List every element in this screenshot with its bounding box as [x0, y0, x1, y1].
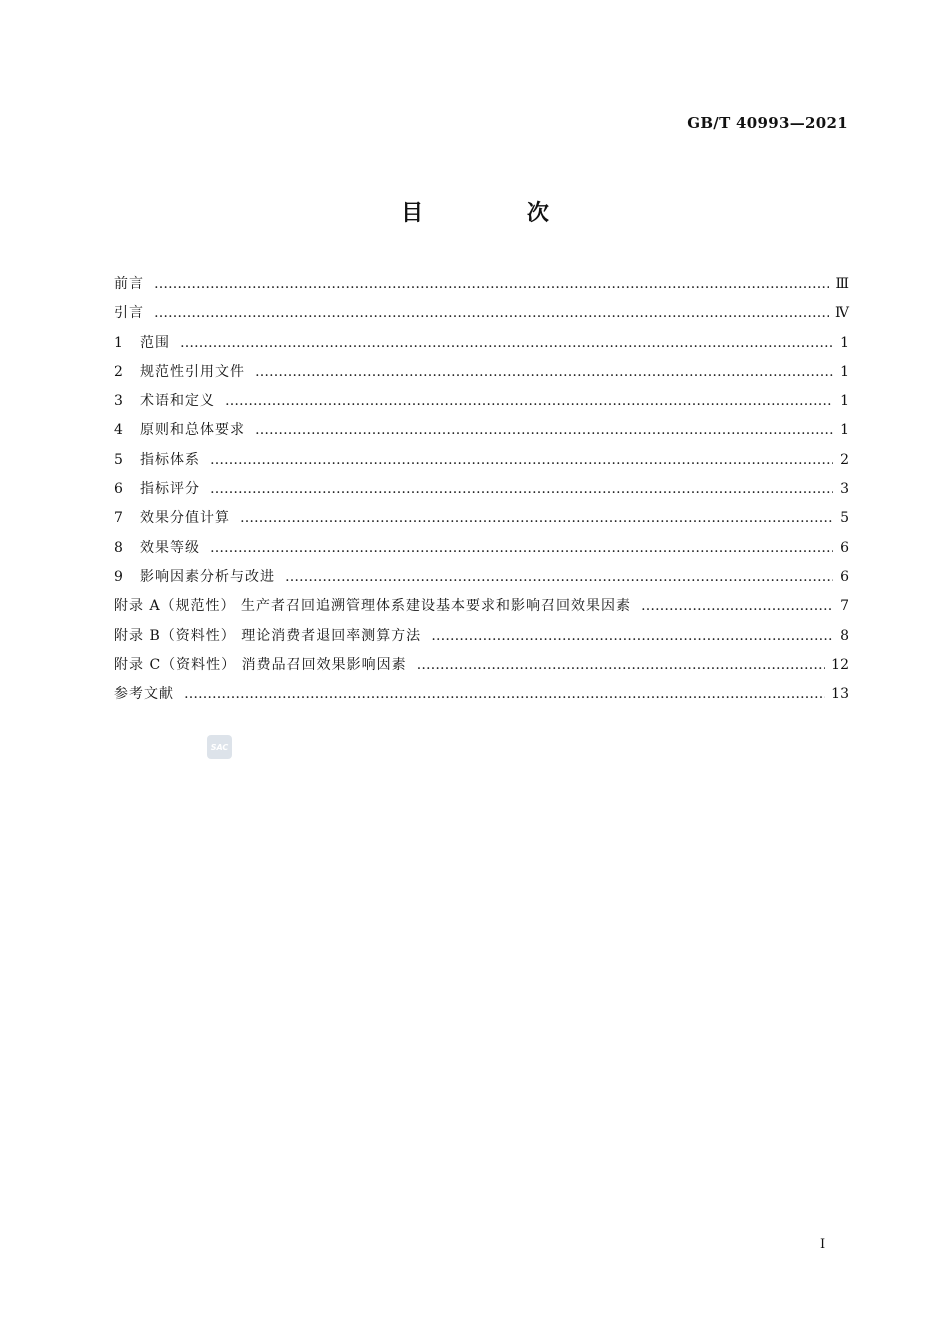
toc-entry[interactable] — [114, 654, 849, 683]
toc-entry-label: 范围 — [140, 334, 170, 351]
toc-dot-leader — [641, 598, 833, 614]
toc-entry-number: 6 — [114, 481, 124, 498]
toc-entry[interactable] — [114, 361, 849, 390]
toc-entry-number: 4 — [114, 422, 124, 439]
toc-dot-leader — [255, 422, 833, 438]
toc-entry-page: 3 — [840, 481, 849, 498]
toc-entry-page: 1 — [840, 334, 849, 351]
toc-entry-page: 2 — [840, 451, 849, 468]
toc-entry-label: 附录 A（规范性） 生产者召回追溯管理体系建设基本要求和影响召回效果因素 — [114, 598, 632, 615]
toc-dot-leader — [180, 335, 833, 351]
toc-entry-label: 效果等级 — [140, 539, 200, 556]
toc-dot-leader — [154, 305, 829, 321]
toc-entry[interactable] — [114, 625, 849, 654]
page-number: Ⅰ — [820, 1237, 826, 1252]
toc-entry-number: 9 — [114, 568, 124, 585]
toc-entry[interactable] — [114, 390, 849, 419]
sac-watermark-logo: SAC — [207, 735, 232, 759]
toc-entry-label: 效果分值计算 — [140, 510, 230, 527]
toc-entry-page: 12 — [831, 656, 849, 673]
toc-entry[interactable] — [114, 332, 849, 361]
toc-dot-leader — [255, 364, 833, 380]
toc-entry-label: 附录 C（资料性） 消费品召回效果影响因素 — [114, 656, 407, 673]
toc-entry-label: 术语和定义 — [140, 393, 215, 410]
toc-dot-leader — [417, 657, 826, 673]
toc-entry-number: 5 — [114, 451, 124, 468]
toc-entry-label: 影响因素分析与改进 — [140, 568, 275, 585]
page-title: 目 次 — [401, 201, 597, 226]
toc-entry-page: 6 — [840, 568, 849, 585]
toc-entry-page: 5 — [840, 510, 849, 527]
toc-entry[interactable] — [114, 273, 849, 302]
toc-dot-leader — [431, 628, 833, 644]
toc-entry-page: 6 — [840, 539, 849, 556]
toc-dot-leader — [240, 510, 833, 526]
toc-entry[interactable] — [114, 595, 849, 624]
toc-entry-page: 13 — [831, 686, 849, 703]
toc-dot-leader — [225, 393, 833, 409]
toc-entry-label: 参考文献 — [114, 686, 174, 703]
standard-number: GB/T 40993—2021 — [687, 114, 848, 132]
toc-entry-number: 8 — [114, 539, 124, 556]
toc-entry-number: 1 — [114, 334, 124, 351]
table-of-contents — [114, 273, 849, 712]
toc-entry-number: 2 — [114, 363, 124, 380]
toc-entry[interactable] — [114, 537, 849, 566]
toc-entry[interactable] — [114, 478, 849, 507]
toc-entry-label: 前言 — [114, 276, 144, 292]
toc-entry[interactable] — [114, 683, 849, 712]
toc-dot-leader — [210, 452, 833, 468]
toc-entry[interactable] — [114, 566, 849, 595]
toc-entry[interactable] — [114, 507, 849, 536]
toc-entry-page: Ⅲ — [835, 276, 849, 292]
toc-entry-page: 7 — [840, 598, 849, 615]
toc-entry-label: 引言 — [114, 305, 144, 322]
toc-entry-label: 原则和总体要求 — [140, 422, 245, 439]
toc-entry-number: 7 — [114, 510, 124, 527]
toc-dot-leader — [184, 686, 825, 702]
toc-entry-page: 8 — [840, 627, 849, 644]
toc-entry-label: 规范性引用文件 — [140, 363, 245, 380]
toc-dot-leader — [154, 276, 829, 292]
toc-entry[interactable] — [114, 302, 849, 331]
toc-entry-label: 指标体系 — [140, 451, 200, 468]
toc-entry-page: 1 — [840, 422, 849, 439]
toc-dot-leader — [285, 569, 833, 585]
toc-entry[interactable] — [114, 419, 849, 448]
toc-entry-number: 3 — [114, 393, 124, 410]
toc-dot-leader — [210, 481, 833, 497]
toc-entry-page: 1 — [840, 393, 849, 410]
toc-dot-leader — [210, 540, 833, 556]
toc-entry-page: 1 — [840, 363, 849, 380]
toc-entry-page: Ⅳ — [835, 305, 849, 322]
toc-entry-label: 指标评分 — [140, 481, 200, 498]
toc-entry[interactable] — [114, 449, 849, 478]
toc-entry-label: 附录 B（资料性） 理论消费者退回率测算方法 — [114, 627, 422, 644]
